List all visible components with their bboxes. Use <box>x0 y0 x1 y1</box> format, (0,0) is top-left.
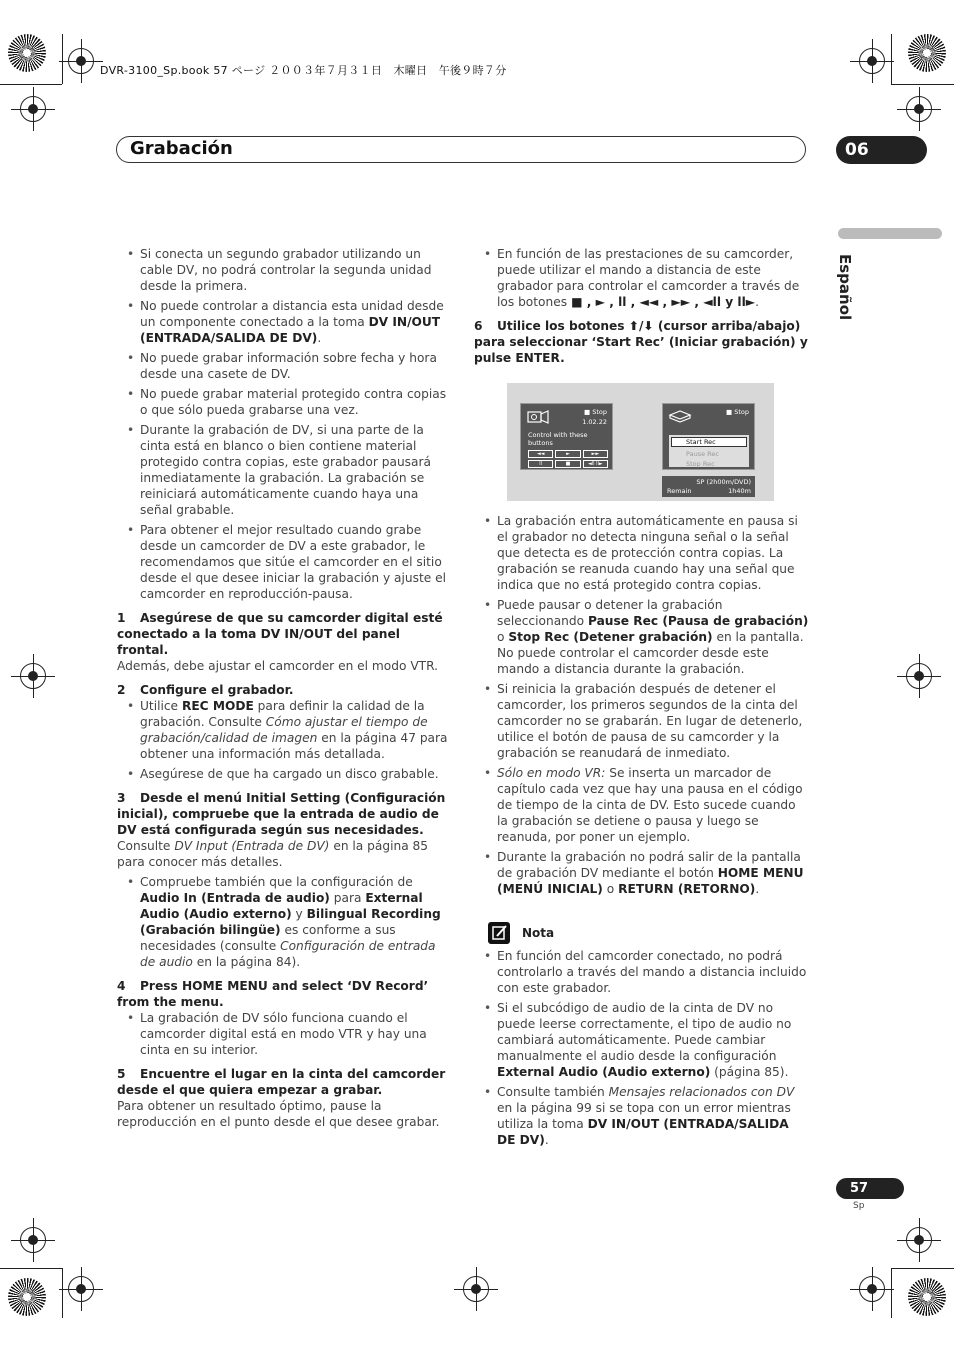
list-item: • Consulte también Mensajes relacionados con DV en la página 99 si se topa con un error mientras utiliza la toma DV IN/OUT (ENTRADA/SALIDA DE DV). <box>474 1084 809 1148</box>
crop-mark <box>891 34 892 84</box>
list-item: • En función del camcorder conectado, no podrá controlarlo a través del mando a distancia incluido con este grabador. <box>474 948 809 996</box>
note-list <box>474 948 809 1148</box>
crop-mark <box>891 1268 954 1269</box>
camcorder-icon <box>527 408 549 426</box>
play-button: ► <box>555 450 580 458</box>
osd-rec-menu <box>669 435 749 467</box>
registration-mark <box>20 1227 46 1253</box>
registration-mark <box>463 1276 489 1302</box>
osd-timecode: 1.02.22 <box>582 418 607 426</box>
step-buttons: ◄ll ll► <box>583 460 608 468</box>
chapter-badge: 06 <box>836 136 927 164</box>
step-5-heading: 5 Encuentre el lugar en la cinta del camcorder desde el que quiera empezar a grabar. <box>117 1067 446 1097</box>
registration-mark <box>20 96 46 122</box>
crop-mark <box>62 34 63 84</box>
page-language-code: Sp <box>853 1201 865 1211</box>
registration-mark <box>906 663 932 689</box>
osd-status: ■ Stop <box>584 408 607 416</box>
list-item: • No puede controlar a distancia esta unidad desde un componente conectado a la toma DV IN/OUT (ENTRADA/SALIDA DE DV). <box>117 298 452 346</box>
fast-forward-button: ►► <box>583 450 608 458</box>
printer-rosette-mark <box>908 34 946 72</box>
page-number: 57 <box>836 1178 904 1199</box>
crop-mark <box>62 1268 63 1318</box>
list-item: • No puede grabar información sobre fecha y hora desde una casete de DV. <box>117 350 452 382</box>
menu-item-pause-rec: Pause Rec <box>686 450 719 458</box>
printer-rosette-mark <box>908 1278 946 1316</box>
printer-rosette-mark <box>8 1278 46 1316</box>
osd-rec-mode: SP (2h00m/DVD) <box>696 478 751 486</box>
list-item: • Utilice REC MODE para definir la calidad de la grabación. Consulte Cómo ajustar el tiempo de grabación/calidad de imagen en la página 47 para obtener una información más detallada. <box>117 698 452 762</box>
menu-item-start-rec: Start Rec <box>671 437 747 447</box>
right-column-top <box>474 246 809 366</box>
language-tab: Español <box>836 254 854 321</box>
list-item: • Compruebe también que la configuración de Audio In (Entrada de audio) para External Audio (Audio externo) y Bilingual Recording (Grabación bilingüe) es conforme a sus necesidades (consulte Configuración de entrada de audio en la página 84). <box>117 874 452 970</box>
osd-remain-value: 1h40m <box>728 487 751 495</box>
step-3-body: Consulte DV Input (Entrada de DV) en la página 85 para conocer más detalles. <box>117 839 429 869</box>
registration-mark <box>859 48 885 74</box>
step-3-heading: 3 Desde el menú Initial Setting (Configuración inicial), compruebe que la entrada de audio de DV está configurada según sus necesidades. <box>117 791 446 837</box>
list-item: • La grabación de DV sólo funciona cuando el camcorder digital está en modo VTR y hay una cinta en su interior. <box>117 1010 452 1058</box>
step-5-body: Para obtener un resultado óptimo, pause la reproducción en el punto desde el que desee grabar. <box>117 1099 440 1129</box>
note-title: Nota <box>522 926 555 940</box>
osd-caption: Control with these buttons <box>528 431 588 447</box>
printer-rosette-mark <box>8 34 46 72</box>
registration-mark <box>20 663 46 689</box>
list-item: • En función de las prestaciones de su camcorder, puede utilizar el mando a distancia de este grabador para controlar el camcorder a través de los botones ■ , ► , ll , ◄◄ , ►► , ◄ll y ll►. <box>474 246 809 310</box>
rewind-button: ◄◄ <box>528 450 553 458</box>
step-1-body: Además, debe ajustar el camcorder en el modo VTR. <box>117 659 439 673</box>
osd-button-grid <box>528 450 608 468</box>
osd-status: ■ Stop <box>726 408 749 416</box>
page-title: Grabación <box>130 138 233 159</box>
list-item: • Si conecta un segundo grabador utilizando un cable DV, no podrá controlar la segunda unidad desde la primera. <box>117 246 452 294</box>
list-item: • Durante la grabación no podrá salir de la pantalla de grabación DV mediante el botón HOME MENU (MENÚ INICIAL) o RETURN (RETORNO). <box>474 849 809 897</box>
pause-button: ll <box>528 460 553 468</box>
list-item: • La grabación entra automáticamente en pausa si el grabador no detecta ninguna señal o la señal que detecta es de protección contra copias. La grabación se reanuda cuando hay una señal que indica que no está protegido contra copias. <box>474 513 809 593</box>
list-item: • Si reinicia la grabación después de detener el camcorder, los primeros segundos de la cinta del camcorder no se grabarán. En lugar de detenerlo, utilice el botón de pausa de su camcorder y la grabación se reanudará de inmediato. <box>474 681 809 761</box>
registration-mark <box>68 48 94 74</box>
left-column <box>117 246 452 1130</box>
list-item: • Sólo en modo VR: Se inserta un marcador de capítulo cada vez que hay una pausa en el código de tiempo de la cinta de DV. Esto sucede cuando la grabación se detiene o pausa y luego se reanuda, por poner un ejemplo. <box>474 765 809 845</box>
list-item: • Para obtener el mejor resultado cuando grabe desde un camcorder de DV a este grabador, le recomendamos que sitúe el camcorder en el sitio desde el que desee iniciar la grabación y ajuste el camcorder en reproducción-pausa. <box>117 522 452 602</box>
osd-camcorder-panel <box>520 403 613 470</box>
osd-remain-label: Remain <box>667 487 692 495</box>
osd-screen-figure <box>507 383 774 501</box>
list-item: • Si el subcódigo de audio de la cinta de DV no puede leerse correctamente, el tipo de audio no cambiará automáticamente. Puede cambiar manualmente el audio desde la configuración External Audio (Audio externo) (página 85). <box>474 1000 809 1080</box>
dvd-drive-icon <box>668 409 692 423</box>
step-6-heading: 6 Utilice los botones ⬆/⬇ (cursor arriba/abajo) para seleccionar ‘Start Rec’ (Iniciar grabación) y pulse ENTER. <box>474 319 808 365</box>
step-2-heading: 2 Configure el grabador. <box>117 683 294 697</box>
list-item: • No puede grabar material protegido contra copias o que sólo pueda grabarse una vez. <box>117 386 452 418</box>
section-title-bar <box>116 136 806 163</box>
right-column-bottom <box>474 513 809 897</box>
menu-item-stop-rec: Stop Rec <box>686 460 715 468</box>
registration-mark <box>906 1227 932 1253</box>
registration-mark <box>68 1276 94 1302</box>
crop-mark <box>891 84 954 85</box>
print-info-header: DVR-3100_Sp.book 57 ページ ２００３年７月３１日 木曜日 午後９時７分 <box>100 64 507 77</box>
note-icon <box>488 922 510 944</box>
osd-dvd-record-panel <box>662 403 755 470</box>
step-1-heading: 1 Asegúrese de que su camcorder digital esté conectado a la toma DV IN/OUT del panel frontal. <box>117 611 443 657</box>
stop-button: ■ <box>555 460 580 468</box>
crop-mark <box>891 1268 892 1318</box>
list-item: • Asegúrese de que ha cargado un disco grabable. <box>117 766 452 782</box>
step-4-heading: 4 Press HOME MENU and select ‘DV Record’ from the menu. <box>117 979 429 1009</box>
registration-mark <box>859 1276 885 1302</box>
osd-remain-panel <box>662 476 755 497</box>
list-item: • Durante la grabación de DV, si una parte de la cinta está en blanco o bien contiene material protegido contra copias, este grabador pausará inmediatamente la grabación. La grabación se reiniciará automáticamente cuando haya una señal grabable. <box>117 422 452 518</box>
list-item: • Puede pausar o detener la grabación seleccionando Pause Rec (Pausa de grabación) o Stop Rec (Detener grabación) en la pantalla. No puede controlar el camcorder desde este mando a distancia durante la grabación. <box>474 597 809 677</box>
registration-mark <box>906 96 932 122</box>
language-tab-bar <box>838 228 942 239</box>
crop-mark <box>0 1268 62 1269</box>
crop-mark <box>0 84 62 85</box>
